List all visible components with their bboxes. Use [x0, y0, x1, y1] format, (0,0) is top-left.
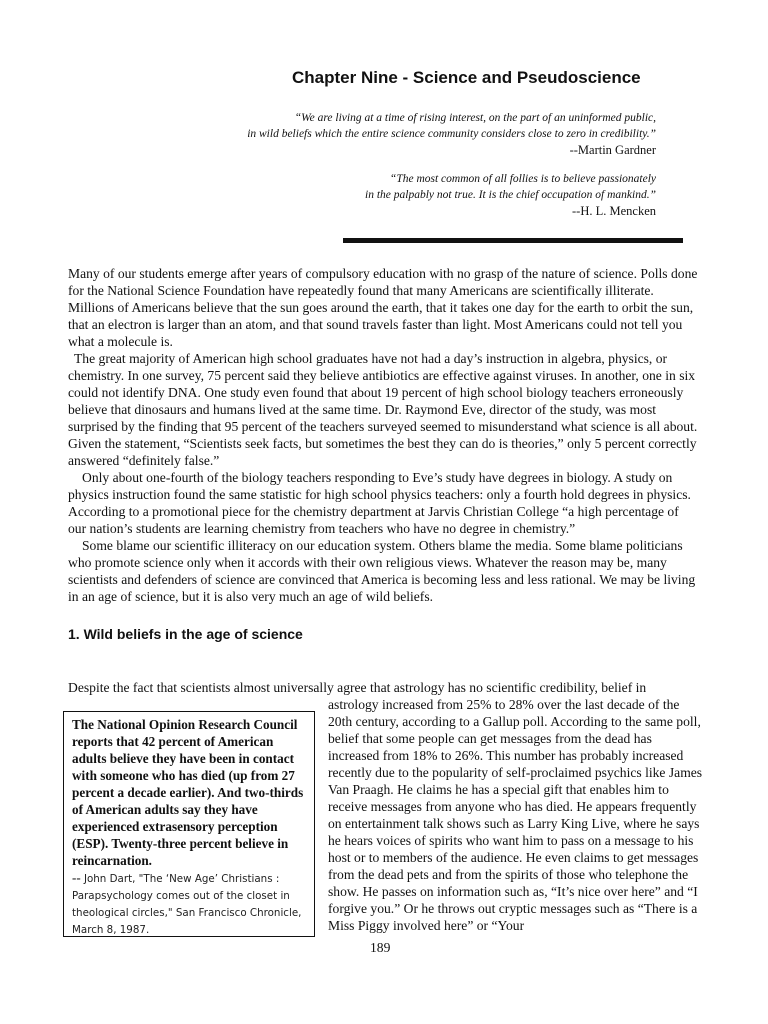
epigraph-line: “We are living at a time of rising interest, on the part of an uninformed public, — [294, 112, 656, 124]
paragraph: Only about one-fourth of the biology teachers responding to Eve’s study have degrees in biology. A study on physics instruction found the same statistic for high school physics teachers: only a fourth hold degrees in physics. According to a promotional piece for the chemistry department at Jarvis Christian College “a high percentage of our nation’s students are learning chemistry from teachers who have no degree in chemistry.” — [68, 470, 691, 536]
paragraph: Some blame our scientific illiteracy on our education system. Others blame the media. Some blame politicians who promote science only when it accords with their own religious views. Whatever the reason may be, many scientists and defenders of science are convinced that America is becoming less and less rational. We may be living in an age of science, but it is also very much an age of wild beliefs. — [68, 538, 696, 604]
epigraph-mencken — [365, 171, 656, 219]
epigraph-attribution: --Martin Gardner — [569, 143, 656, 157]
sidebar-citation — [72, 869, 309, 939]
epigraph-attribution: --H. L. Mencken — [572, 204, 656, 218]
sidebar-box — [63, 711, 315, 937]
epigraph-line: “The most common of all follies is to believe passionately — [389, 173, 656, 185]
section-heading: 1. Wild beliefs in the age of science — [68, 626, 303, 642]
chapter-title: Chapter Nine - Science and Pseudoscience — [292, 68, 641, 87]
page-number: 189 — [370, 940, 391, 955]
epigraph-gardner — [247, 110, 656, 158]
epigraph-line: in wild beliefs which the entire science community considers close to zero in credibility.” — [247, 128, 656, 140]
citation-text: John Dart, "The ‘New Age’ Christians : Parapsychology comes out of the closet in theological circles," San Francisco Chronicle, March 8, 1987. — [72, 873, 302, 936]
epigraph-line: in the palpably not true. It is the chief occupation of mankind.” — [365, 189, 656, 201]
paragraph: Many of our students emerge after years of compulsory education with no grasp of the nature of science. Polls done for the National Science Foundation have repeatedly found that many Americans are scientifically illiterate. Millions of Americans believe that the sun goes around the earth, that it takes one day for the earth to orbit the sun, that an electron is larger than an atom, and that sound travels faster than light. Most Americans could not tell you what a molecule is. — [68, 266, 698, 349]
section-lead: Despite the fact that scientists almost universally agree that astrology has no scientific credibility, belief in — [68, 680, 647, 695]
section-continuation: astrology increased from 25% to 28% over the last decade of the 20th century, according to a Gallup poll. According to the same poll, belief that some people can get messages from the dead has increased from 18% to 26%. This number has probably increased recently due to the popularity of self-proclaimed psychics like James Van Praagh. He claims he has a special gift that enables him to receive messages from anyone who has died. He appears frequently on entertainment talk shows such as Larry King Live, where he says he hears voices of spirits who want him to pass on a message to his host or to members of the audience. He even claims to get messages from the dead pets and from the spirits of those who telephone the show. He passes on information such as, “It’s nice over here” and “I forgive you.” Or he throws out cryptic messages such as “There is a Miss Piggy involved here” or “Your — [328, 697, 703, 933]
paragraph: The great majority of American high school graduates have not had a day’s instruction in algebra, physics, or chemistry. In one survey, 75 percent said they believe antibiotics are effective against viruses. In another, one in six could not identify DNA. One study even found that about 19 percent of high school biology teachers erroneously believe that dinosaurs and humans lived at the same time. Dr. Raymond Eve, director of the study, was most surprised by the finding that 95 percent of the teachers surveyed seemed to misunderstand what science is all about. Given the statement, “Scientists seek facts, but sometimes the best they can do is theories,” only 5 percent correctly answered “definitely false.” — [68, 351, 698, 468]
intro-text — [68, 265, 698, 605]
sidebar-text: The National Opinion Research Council reports that 42 percent of American adults believe they have been in contact with someone who has died (up from 27 percent a decade earlier). And two-thirds of American adults say they have experienced extrasensory perception (ESP). Twenty-three percent believe in reincarnation. — [72, 717, 304, 868]
divider-rule — [343, 238, 683, 243]
citation-dash: -- — [72, 870, 81, 885]
